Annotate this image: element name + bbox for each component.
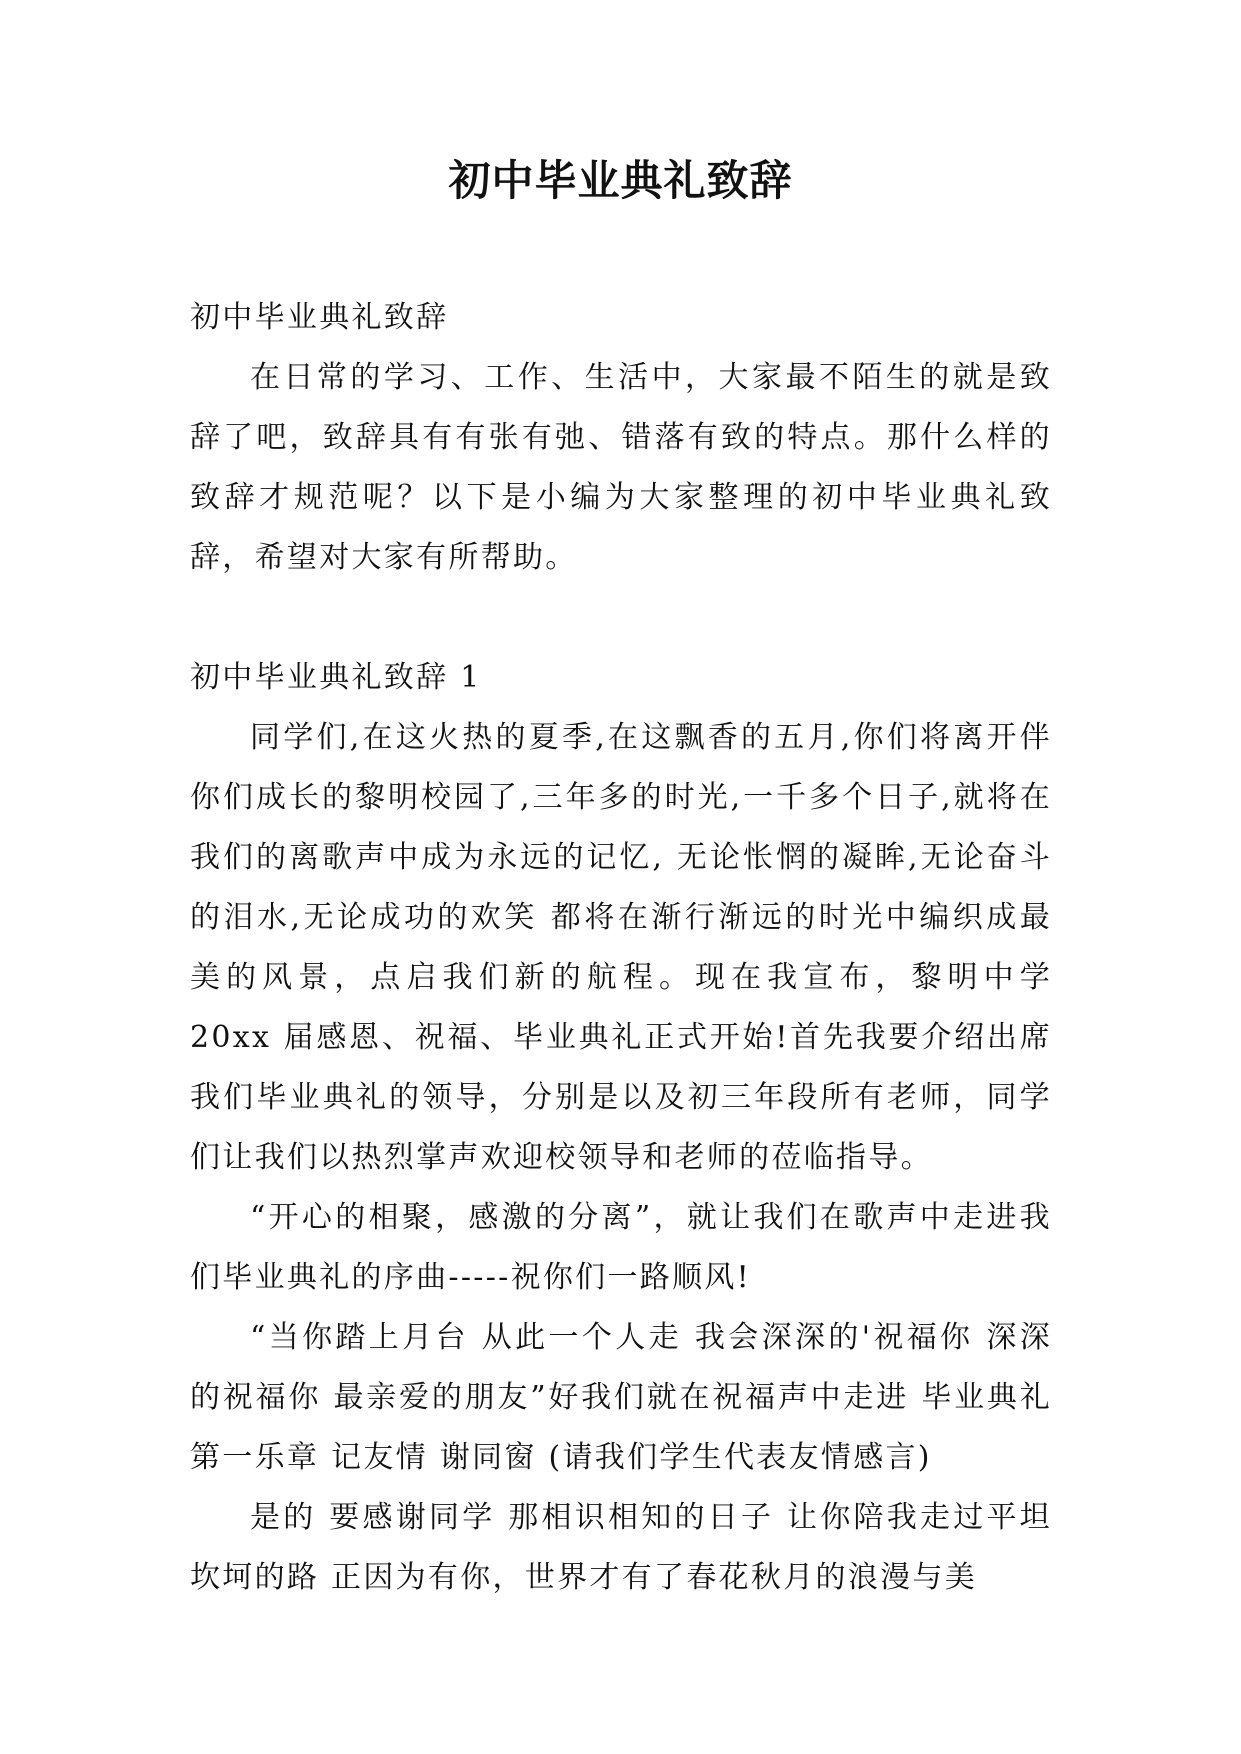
intro-heading: 初中毕业典礼致辞 bbox=[190, 300, 449, 335]
body-paragraph-4: 是的 要感谢同学 那相识相知的日子 让你陪我走过平坦坎坷的路 正因为有你，世界才有了春花秋月的浪漫与美 bbox=[190, 1500, 1052, 1595]
body-paragraph-3: “当你踏上月台 从此一个人走 我会深深的'祝福你 深深的祝福你 最亲爱的朋友”好我们就在祝福声中走进 毕业典礼第一乐章 记友情 谢同窗 (请我们学生代表友情感言) bbox=[190, 1320, 1052, 1475]
intro-paragraph: 在日常的学习、工作、生活中，大家最不陌生的就是致辞了吧，致辞具有有张有弛、错落有致的特点。那什么样的致辞才规范呢？以下是小编为大家整理的初中毕业典礼致辞，希望对大家有所帮助。 bbox=[190, 360, 1052, 575]
page-title: 初中毕业典礼致辞 bbox=[448, 156, 793, 205]
body-paragraph-1: 同学们,在这火热的夏季,在这飘香的五月,你们将离开伴你们成长的黎明校园了,三年多的时光,一千多个日子,就将在我们的离歌声中成为永远的记忆, 无论怅惘的凝眸,无论奋斗的泪水,无论成功的欢笑 都将在渐行渐远的时光中编织成最美的风景，点启我们新的航程。现在我宣布，黎明中学 20xx 届感恩、祝福、毕业典礼正式开始!首先我要介绍出席我们毕业典礼的领导，分别是以及初三年段所有老师，同学们让我们以热烈掌声欢迎校领导和老师的莅临指导。 bbox=[190, 720, 1052, 1175]
document-body bbox=[190, 288, 1052, 1608]
body-paragraph-2: “开心的相聚，感激的分离”，就让我们在歌声中走进我们毕业典礼的序曲-----祝你们一路顺风! bbox=[190, 1200, 1052, 1295]
section-spacer bbox=[190, 588, 1052, 648]
section-heading: 初中毕业典礼致辞 1 bbox=[190, 660, 482, 695]
